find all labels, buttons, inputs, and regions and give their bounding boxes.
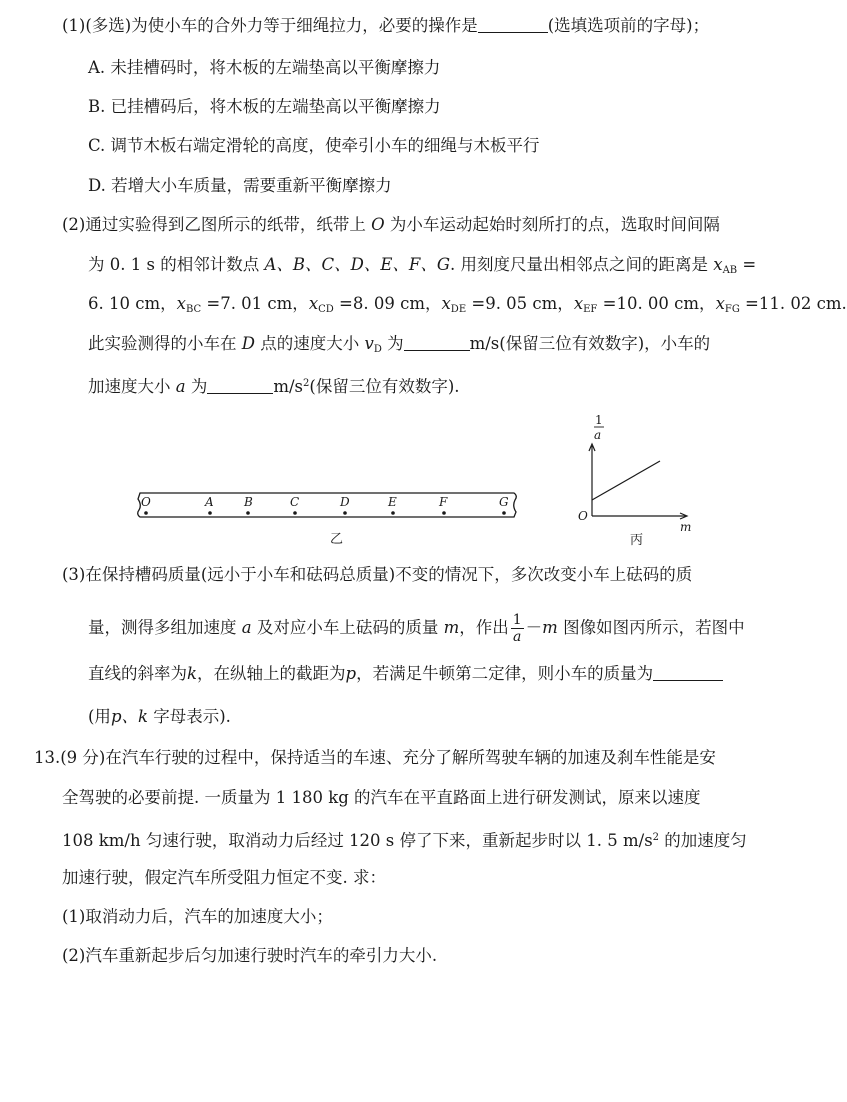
option-d: D. 若增大小车质量，需要重新平衡摩擦力	[88, 176, 392, 195]
q12-part2-line4: 此实验测得的小车在 D 点的速度大小 $v_D$ 为 m/s(保留三位有效数字)，小车的	[88, 334, 711, 355]
answer-blank-1[interactable]	[478, 16, 548, 33]
tape-label-a: A	[205, 495, 214, 509]
q13-sub1: (1)取消动力后，汽车的加速度大小；	[62, 907, 333, 926]
tape-label-g: G	[499, 495, 509, 509]
q13-line4: 加速行驶，假定汽车所受阻力恒定不变. 求：	[62, 868, 386, 887]
paper-tape-figure	[130, 486, 522, 548]
origin-label: O	[578, 509, 588, 523]
tape-dot-e	[391, 511, 395, 515]
tape-outline	[138, 493, 517, 517]
answer-blank-a[interactable]	[207, 377, 273, 394]
graph-line	[592, 461, 660, 500]
option-a: A. 未挂槽码时，将木板的左端垫高以平衡摩擦力	[88, 58, 441, 77]
answer-blank-mass[interactable]	[653, 664, 723, 681]
q12-part2-line2: 为 0. 1 s 的相邻计数点 A、B、C、D、E、F、G. 用刻度尺量出相邻点之间的距离是 $x_{AB}$ =	[88, 255, 757, 276]
q12-part3-line3: 直线的斜率为k，在纵轴上的截距为p，若满足牛顿第二定律，则小车的质量为	[88, 662, 723, 686]
y-label-den: a	[594, 428, 602, 442]
tape-dot-f	[442, 511, 446, 515]
tape-caption: 乙	[330, 532, 344, 547]
graph-caption: 丙	[630, 533, 644, 548]
q12-part3-line1: (3)在保持槽码质量(远小于小车和砝码总质量)不变的情况下，多次改变小车上砝码的质	[62, 565, 693, 584]
tape-label-f: F	[439, 495, 448, 509]
tape-label-d: D	[340, 495, 350, 509]
q12-part1-stem: (1)(多选)为使小车的合外力等于细绳拉力，必要的操作是 (选填选项前的字母)；	[62, 16, 710, 35]
q12-part3-line4: (用p、k 字母表示).	[88, 707, 231, 726]
q12-part3-line2: 量，测得多组加速度 a 及对应小车上砝码的质量 m，作出 $\frac{1}{a}$ －m 图像如图丙所示，若图中	[88, 612, 745, 645]
option-c: C. 调节木板右端定滑轮的高度，使牵引小车的细绳与木板平行	[88, 136, 540, 155]
tape-dot-c	[293, 511, 297, 515]
y-label-num: 1	[595, 413, 603, 427]
tape-label-b: B	[244, 495, 253, 509]
answer-blank-vd[interactable]	[404, 334, 470, 351]
fraction-1-over-a: $\frac{1}{a}$	[512, 612, 522, 645]
tape-dot-d	[343, 511, 347, 515]
tape-dot-a	[208, 511, 212, 515]
q13-line2: 全驾驶的必要前提. 一质量为 1 180 kg 的汽车在平直路面上进行研发测试，原来以速度	[62, 788, 701, 807]
option-b: B. 已挂槽码后，将木板的左端垫高以平衡摩擦力	[88, 97, 441, 116]
tape-label-c: C	[290, 495, 300, 509]
tape-dot-o	[144, 511, 148, 515]
q13-sub2: (2)汽车重新起步后匀加速行驶时汽车的牵引力大小.	[62, 946, 438, 965]
q12-part2-line5: 加速度大小 a 为 $m/s^2$(保留三位有效数字).	[88, 377, 460, 396]
q13-line3: 108 km/h 匀速行驶，取消动力后经过 120 s 停了下来，重新起步时以 1. 5 $m/s^2$ 的加速度匀	[62, 831, 747, 850]
q12-part2-line3: 6. 10 cm，$x_{BC} =7$. 01 cm，$x_{CD} =8$. 09 cm，$x_{DE} =9$. 05 cm，$x_{EF} =10$. 00 cm，$x_{FG} =11$. 02 cm.	[88, 294, 847, 315]
graph-figure	[570, 408, 700, 550]
q12-part2-line1: (2)通过实验得到乙图所示的纸带，纸带上 O 为小车运动起始时刻所打的点，选取时间间隔	[62, 215, 720, 234]
q13-line1: 13.(9 分)在汽车行驶的过程中，保持适当的车速、充分了解所驾驶车辆的加速及刹车性能是安	[34, 748, 716, 767]
tape-dot-b	[246, 511, 250, 515]
x-label: m	[680, 520, 692, 534]
tape-label-e: E	[388, 495, 397, 509]
tape-dot-g	[502, 511, 506, 515]
tape-label-o: O	[141, 495, 151, 509]
